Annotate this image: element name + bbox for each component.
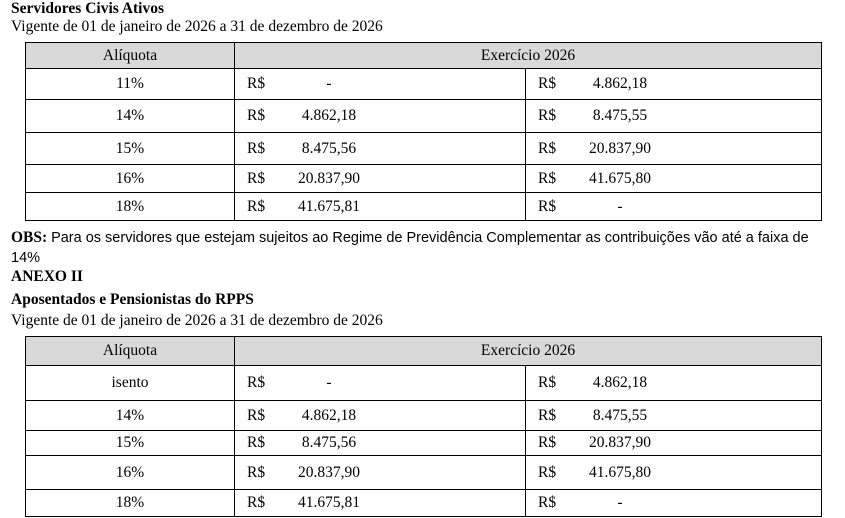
to-cell xyxy=(526,490,822,517)
currency-label: R$ xyxy=(538,463,557,481)
from-cell xyxy=(235,401,526,431)
from-value: 20.837,90 xyxy=(298,463,360,481)
from-cell xyxy=(235,100,526,133)
table-row xyxy=(26,366,822,401)
to-cell xyxy=(526,401,822,431)
from-cell xyxy=(235,456,526,490)
currency-label: R$ xyxy=(247,494,266,511)
from-cell xyxy=(235,165,526,193)
currency-label: R$ xyxy=(247,374,266,391)
currency-label: R$ xyxy=(247,434,266,451)
table-row xyxy=(26,431,822,456)
currency-label: R$ xyxy=(538,107,557,124)
rate-cell: 14% xyxy=(26,100,235,133)
table-row xyxy=(26,100,822,133)
from-cell xyxy=(235,69,526,100)
to-cell xyxy=(526,193,822,221)
from-cell xyxy=(235,133,526,165)
section1-table xyxy=(25,42,822,221)
from-value: 41.675,81 xyxy=(298,494,360,511)
header-rate: Alíquota xyxy=(26,337,235,366)
to-value: - xyxy=(617,197,623,215)
rate-cell: 15% xyxy=(26,431,235,456)
from-cell xyxy=(235,193,526,221)
annex-title: ANEXO II xyxy=(11,268,83,285)
table-row xyxy=(26,456,822,490)
from-value: 20.837,90 xyxy=(298,169,360,187)
currency-label: R$ xyxy=(247,463,266,481)
rate-cell: 16% xyxy=(26,165,235,193)
rate-cell: 18% xyxy=(26,193,235,221)
to-cell xyxy=(526,69,822,100)
table-header-row xyxy=(26,337,822,366)
to-cell xyxy=(526,431,822,456)
currency-label: R$ xyxy=(538,494,557,511)
table-row xyxy=(26,490,822,517)
table-row xyxy=(26,165,822,193)
from-value: 41.675,81 xyxy=(298,197,360,215)
currency-label: R$ xyxy=(538,139,557,157)
from-cell xyxy=(235,490,526,517)
from-value: 8.475,56 xyxy=(301,139,357,157)
currency-label: R$ xyxy=(247,406,266,424)
currency-label: R$ xyxy=(538,169,557,187)
rate-cell: 11% xyxy=(26,69,235,100)
section1-title: Servidores Civis Ativos xyxy=(11,0,164,17)
to-value: 20.837,90 xyxy=(589,434,651,451)
from-value: 4.862,18 xyxy=(301,107,357,124)
from-cell xyxy=(235,431,526,456)
section2-title: Aposentados e Pensionistas do RPPS xyxy=(11,291,254,308)
section2-subtitle: Vigente de 01 de janeiro de 2026 a 31 de dezembro de 2026 xyxy=(11,312,383,329)
to-cell xyxy=(526,366,822,401)
obs-note xyxy=(11,228,836,268)
to-value: 4.862,18 xyxy=(592,75,648,92)
section1-subtitle: Vigente de 01 de janeiro de 2026 a 31 de dezembro de 2026 xyxy=(11,18,383,35)
to-value: - xyxy=(617,494,623,511)
obs-label: OBS: xyxy=(11,229,48,246)
to-value: 41.675,80 xyxy=(589,463,651,481)
section2-table xyxy=(25,336,822,517)
table-row xyxy=(26,193,822,221)
currency-label: R$ xyxy=(538,406,557,424)
header-rate: Alíquota xyxy=(26,43,235,69)
to-value: 8.475,55 xyxy=(592,406,648,424)
header-year: Exercício 2026 xyxy=(235,43,822,69)
from-value: - xyxy=(326,75,332,92)
obs-text: Para os servidores que estejam sujeitos ao Regime de Previdência Complementar as contribuições vão até a faixa de 14% xyxy=(11,230,809,266)
rate-cell: 14% xyxy=(26,401,235,431)
table-header-row xyxy=(26,43,822,69)
to-value: 4.862,18 xyxy=(592,374,648,391)
currency-label: R$ xyxy=(247,75,266,92)
rate-cell: 16% xyxy=(26,456,235,490)
currency-label: R$ xyxy=(247,139,266,157)
to-value: 8.475,55 xyxy=(592,107,648,124)
currency-label: R$ xyxy=(538,374,557,391)
to-cell xyxy=(526,133,822,165)
from-cell xyxy=(235,366,526,401)
table-row xyxy=(26,69,822,100)
currency-label: R$ xyxy=(538,434,557,451)
header-year: Exercício 2026 xyxy=(235,337,822,366)
rate-cell: 15% xyxy=(26,133,235,165)
rate-cell: 18% xyxy=(26,490,235,517)
currency-label: R$ xyxy=(538,75,557,92)
from-value: - xyxy=(326,374,332,391)
rate-cell: isento xyxy=(26,366,235,401)
currency-label: R$ xyxy=(247,197,266,215)
currency-label: R$ xyxy=(247,107,266,124)
from-value: 4.862,18 xyxy=(301,406,357,424)
to-value: 41.675,80 xyxy=(589,169,651,187)
table-row xyxy=(26,401,822,431)
to-value: 20.837,90 xyxy=(589,139,651,157)
to-cell xyxy=(526,165,822,193)
to-cell xyxy=(526,456,822,490)
to-cell xyxy=(526,100,822,133)
currency-label: R$ xyxy=(247,169,266,187)
currency-label: R$ xyxy=(538,197,557,215)
table-row xyxy=(26,133,822,165)
from-value: 8.475,56 xyxy=(301,434,357,451)
